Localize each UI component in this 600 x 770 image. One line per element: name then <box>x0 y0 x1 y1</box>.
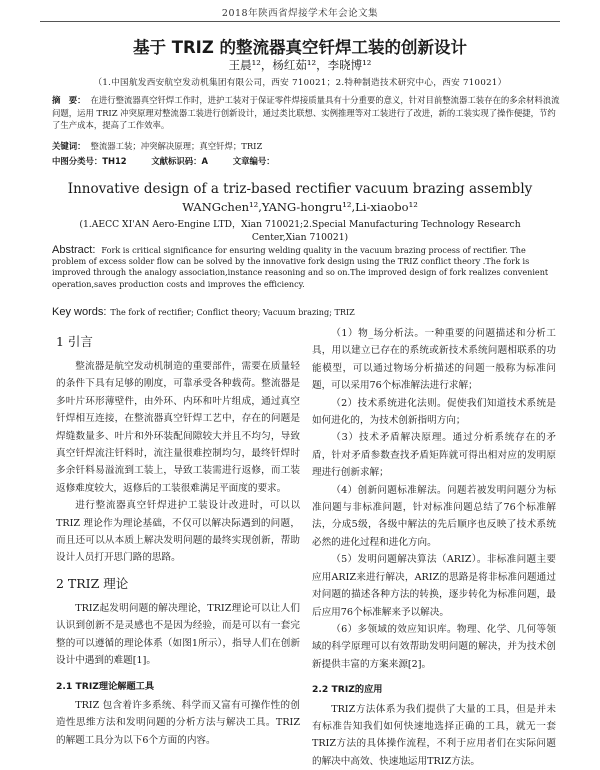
header-rule <box>40 21 560 22</box>
paper-title-en: Innovative design of a triz-based rectifier vacuum brazing assembly <box>67 181 533 197</box>
subsection-2-2-paragraph: TRIZ方法体系为我们提供了大量的工具，但是并未有标准告知我们如何快速地选择正确的工具，就无一套TRIZ方法的具体操作流程，不利于应用者们在实际问题的解决中高效、快速地运用TRIZ方法。 <box>312 703 556 767</box>
authors-cn: 王晨¹²，杨红茹¹²，李晓博¹² <box>228 58 372 72</box>
keywords-en-label: Key words: <box>52 306 107 318</box>
subsection-heading-2-2: 2.2 TRIZ的应用 <box>312 684 383 696</box>
section-heading-intro: 1 引言 <box>56 334 93 349</box>
intro-paragraph-1: 整流器是航空发动机制造的重要部件，需要在质量轻的条件下具有足够的刚度，可靠承受各种载荷。整流器是多叶片环形薄壁件，由外环、内环和叶片组成，通过真空钎焊相互连接，在整流器真空钎焊工艺中，存在的问题是焊缝数量多、叶片和外环装配间隙较大并且不均匀，导致真空钎焊流注钎料时，流注量很难控制均匀，最终钎焊时多余钎料易溢流到工装上，导致工装需进行返修，而工装返修难度较大，返修后的工装很难满足平面度的要求。 <box>56 361 300 494</box>
tool-item-4: （4）创新问题标准解法。问题若被发明问题分为标准问题与非标准问题，针对标准问题总结了76个标准解法，分成5级，各级中解法的先后顺序也反映了技术系统必然的进化过程和进化方向。 <box>312 484 556 548</box>
abstract-cn-label: 摘 要： <box>52 95 86 105</box>
affiliation-en: (1.AECC XI'AN Aero-Engine LTD，Xian 710021;2.Special Manufacturing Technology Research Center,Xian 710021) <box>79 219 521 243</box>
subsection-heading-2-1: 2.1 TRIZ理论解题工具 <box>56 680 155 692</box>
article-number: 文章编号： <box>232 156 275 166</box>
tool-item-6: （6）多领域的效应知识库。物理、化学、几何等领域的科学原理可以有效帮助发明问题的解决，并为技术创新提供丰富的方案来源[2]。 <box>312 623 556 670</box>
body-column-right <box>312 325 556 770</box>
tool-item-1: （1）物_场分析法。一种重要的问题描述和分析工具，用以建立已存在的系统或新技术系统问题相联系的功能模型，可以通过物场分析描述的问题一般称为标准问题，可以采用76个标准解法进行求解； <box>312 328 556 392</box>
keywords-cn <box>52 140 562 153</box>
tool-item-5: （5）发明问题解决算法（ARIZ）。非标准问题主要应用ARIZ来进行解决，ARIZ的思路是将非标准问题通过对问题的描述各种方法的转换，逐步转化为标准问题，最后应用76个标准解来予以解决。 <box>312 554 556 618</box>
classification-cn <box>52 155 562 168</box>
intro-paragraph-2: 进行整流器真空钎焊进护工装设计改进时，可以以 TRIZ 理论作为理论基础，不仅可以解决际遇到的问题，而且还可以从本质上解决发明问题的最终实现创新，帮助设计人员打开思门路的思路。 <box>56 500 300 564</box>
tool-item-3: （3）技术矛盾解决原理。通过分析系统存在的矛盾，针对矛盾参数查找矛盾矩阵就可得出相对应的发明原理进行创新求解； <box>312 432 556 479</box>
abstract-en-label: Abstract: <box>52 244 96 256</box>
paper-title-cn: 基于 TRIZ 的整流器真空钎焊工装的创新设计 <box>132 38 468 57</box>
triz-paragraph-1: TRIZ起发明问题的解决理论，TRIZ理论可以让人们认识到创新不是灵感也不是因为经验，而是可以有一套完整的可以遵循的理论体系（如图1所示），指导人们在创新设计中遇到的难题[1]。 <box>56 602 300 667</box>
authors-en: WANGchen¹²,YANG-hongru¹²,Li-xiaobo¹² <box>182 200 418 214</box>
abstract-cn-text: 在进行整流器真空钎焊工作时，进护工装对于保证零件焊接质量具有十分重要的意义，针对目前整流器工装存在的多余材料浪流问题，运用 TRIZ 冲突原理对整流器工装进行创新设计，通过类比联想、实例推理等对工装进行了改进，新的工装实现了操作便捷，节约了生产成本，提高了工作效率。 <box>52 95 560 130</box>
keywords-en <box>52 306 562 318</box>
abstract-cn <box>52 94 562 132</box>
clc-number: 中图分类号：TH12 <box>52 156 127 166</box>
running-head: 2018年陕西省焊接学术年会论文集 <box>221 8 379 19</box>
affiliation-cn: （1.中国航发西安航空发动机集团有限公司，西安 710021；2.特种制造技术研究中心，西安 710021） <box>93 78 507 88</box>
keywords-cn-text: 整流器工装；冲突解决原理；真空钎焊；TRIZ <box>90 141 263 151</box>
document-code: 文献标识码：A <box>151 156 209 166</box>
section-heading-triz: 2 TRIZ 理论 <box>56 575 129 591</box>
subsection-2-1-paragraph: TRIZ 包含着许多系统、科学而又富有可操作性的创造性思维方法和发明问题的分析方法与解决工具。TRIZ的解题工具分为以下6个方面的内容。 <box>56 699 300 746</box>
keywords-en-text: The fork of rectifier; Conflict theory; Vacuum brazing; TRIZ <box>110 307 355 317</box>
abstract-en-text: Fork is critical significance for ensuring welding quality in the vacuum brazing process of rectifier. The problem of excess solder flow can be solved by the innovative fork design using the TRIZ conflict theory .The fork is improved through the analogy association,instance reasoning and so on.The improved design of fork realizes convenient operation,saves production costs and improves the efficiency. <box>52 245 549 289</box>
tool-item-2: （2）技术系统进化法则。促使我们知道技术系统是如何进化的，为技术创新指明方向； <box>312 397 556 427</box>
body-column-left <box>56 325 300 749</box>
keywords-cn-label: 关键词： <box>52 141 86 151</box>
abstract-en <box>52 245 562 290</box>
